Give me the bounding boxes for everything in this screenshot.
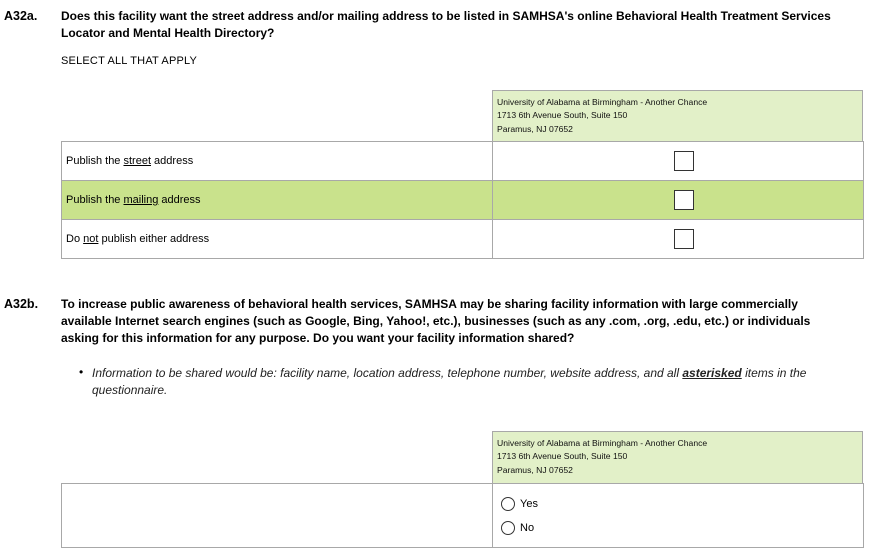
- question-number-a32b: A32b.: [4, 297, 39, 311]
- facility-info-a32b: [492, 431, 863, 484]
- publish-street-checkbox[interactable]: [674, 151, 694, 171]
- radio-option-no[interactable]: [501, 521, 534, 535]
- option-label: Publish the mailing address: [62, 181, 493, 220]
- facility-street: 1713 6th Avenue South, Suite 150: [497, 110, 628, 121]
- publish-neither-checkbox[interactable]: [674, 229, 694, 249]
- option-label: Publish the street address: [62, 142, 493, 181]
- facility-name: University of Alabama at Birmingham - Another Chance: [497, 97, 708, 107]
- facility-city: Paramus, NJ 07652: [497, 464, 573, 475]
- question-number-a32a: A32a.: [4, 9, 38, 23]
- facility-street: 1713 6th Avenue South, Suite 150: [497, 451, 628, 462]
- select-all-instruction: SELECT ALL THAT APPLY: [61, 55, 198, 67]
- question-text-a32b: To increase public awareness of behavioral health services, SAMHSA may be sharing facility information with large commercially available Internet search engines (such as Google, Bing, Yahoo!, etc.), businesses (such as any .com, .org, .edu, etc.) or individuals asking for this information for any purpose. Do you want your facility information shared?: [61, 297, 811, 345]
- facility-city: Paramus, NJ 07652: [497, 123, 573, 134]
- empty-label-cell: [61, 483, 493, 548]
- no-radio[interactable]: [501, 521, 515, 535]
- share-info-radio-group: [492, 483, 864, 548]
- radio-label-no: No: [520, 522, 535, 534]
- radio-option-yes[interactable]: [501, 497, 538, 511]
- bullet-icon: •: [79, 365, 84, 379]
- address-options-table: [61, 141, 864, 259]
- facility-info-a32a: [492, 90, 863, 142]
- yes-radio[interactable]: [501, 497, 515, 511]
- publish-mailing-checkbox[interactable]: [674, 190, 694, 210]
- facility-name: University of Alabama at Birmingham - Another Chance: [497, 438, 708, 448]
- option-label: Do not publish either address: [62, 220, 493, 259]
- option-row-none[interactable]: [62, 220, 864, 259]
- question-text-a32a: Does this facility want the street address and/or mailing address to be listed in SAMHSA's online Behavioral Health Treatment Services Locator and Mental Health Directory?: [61, 9, 831, 40]
- info-shared-note: Information to be shared would be: facility name, location address, telephone number, website address, and all asterisked items in the questionnaire.: [92, 366, 807, 397]
- radio-label-yes: Yes: [520, 498, 538, 510]
- option-row-mailing[interactable]: [62, 181, 864, 220]
- option-row-street[interactable]: [62, 142, 864, 181]
